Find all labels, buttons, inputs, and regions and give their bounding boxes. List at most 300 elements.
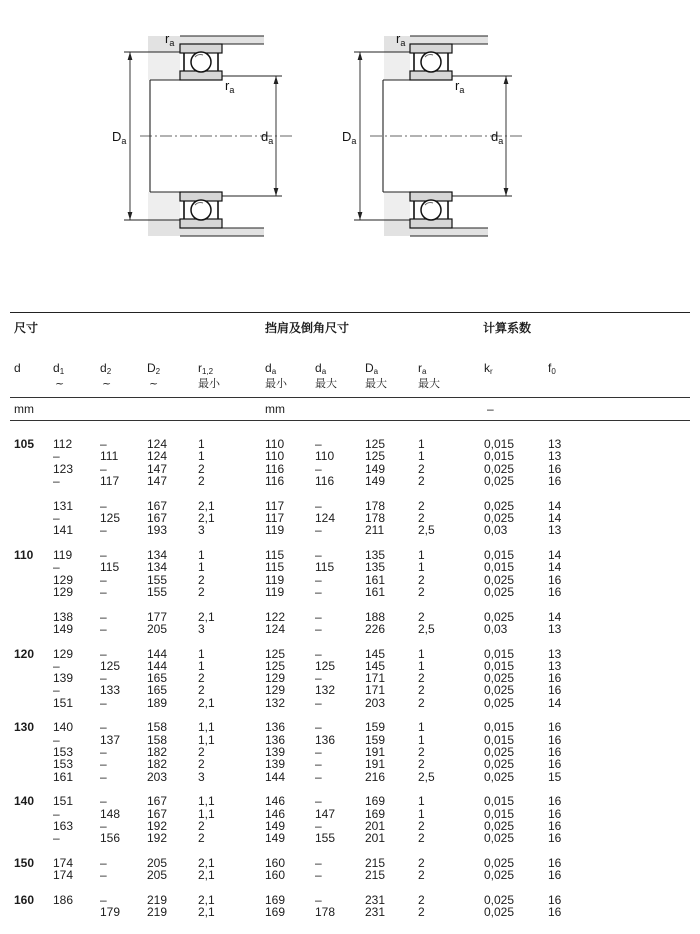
label-subscript: a (400, 38, 406, 48)
cell-da-max: 116 (315, 473, 335, 488)
cell-da-min: 119 (265, 584, 285, 599)
cell-cap-d2: 124 (147, 449, 168, 464)
cell-kr: 0,015 (484, 547, 515, 562)
cell-d2: – (100, 818, 107, 833)
cell-d2: – (100, 695, 107, 710)
cell-da-min: 132 (265, 695, 286, 710)
cell-da-min: 116 (265, 473, 285, 488)
table-row (0, 549, 700, 561)
shaft-shoulder-diameter-label (261, 129, 273, 146)
cell-bore-d: 110 (14, 547, 34, 562)
cell-da-max: – (315, 437, 322, 451)
label-symbol: r (455, 78, 460, 93)
cell-r12-min: 2,1 (198, 510, 215, 525)
cell-da-max: – (315, 547, 322, 562)
cell-kr: 0,015 (484, 437, 515, 451)
cell-cap-d2: 192 (147, 831, 168, 846)
cell-kr: 0,015 (484, 560, 515, 575)
col-note-approx: ~ (102, 377, 112, 390)
cell-d2: – (100, 720, 107, 735)
cell-cap-d2: 158 (147, 720, 168, 735)
col-note-max: 最大 (315, 377, 337, 390)
housing-shoulder-diameter-label (112, 129, 126, 146)
col-header-da-max (315, 361, 326, 375)
cell-d1: – (53, 658, 60, 673)
cell-da-max: – (315, 523, 322, 538)
col-note-min: 最小 (265, 377, 287, 390)
spacer-shading (148, 52, 180, 80)
cell-kr: 0,015 (484, 658, 515, 673)
bearing-section-top (410, 44, 452, 80)
cell-cap-da-max: 171 (365, 683, 386, 698)
table-row (0, 648, 700, 660)
cell-kr: 0,025 (484, 769, 515, 784)
cell-r12-min: 1 (198, 658, 205, 673)
label-subscript: a (121, 136, 127, 146)
fillet-radius-label-top (165, 31, 174, 48)
cell-da-min: 116 (265, 461, 285, 476)
label-symbol: r (225, 78, 230, 93)
cell-r12-min: 2 (198, 683, 205, 698)
cell-kr: 0,015 (484, 806, 515, 821)
table-row (0, 450, 700, 462)
cell-cap-da-max: 145 (365, 646, 386, 661)
cell-d1: – (53, 560, 60, 575)
label-symbol: D (112, 129, 122, 144)
cell-cap-d2: 165 (147, 683, 168, 698)
cell-kr: 0,025 (484, 671, 515, 686)
cell-ra-max: 2,5 (418, 769, 435, 784)
cell-d2: – (100, 523, 107, 538)
cell-cap-d2: 189 (147, 695, 168, 710)
col-header-subscript: r (490, 367, 493, 376)
cell-ra-max: 2 (418, 572, 425, 587)
label-symbol: d (491, 129, 499, 144)
label-subscript: a (351, 136, 357, 146)
cell-ra-max: 2 (418, 892, 425, 907)
cell-d1: 174 (53, 868, 74, 883)
cell-f0: 16 (548, 855, 562, 870)
group-header-abutment-fillet: 挡肩及倒角尺寸 (265, 321, 350, 335)
cell-kr: 0,03 (484, 523, 508, 538)
cell-r12-min: 2,1 (198, 498, 215, 513)
cell-kr: 0,03 (484, 621, 508, 636)
cell-cap-d2: 182 (147, 757, 168, 772)
cell-f0: 16 (548, 745, 562, 759)
cell-kr: 0,025 (484, 609, 515, 624)
cell-cap-da-max: 203 (365, 695, 386, 710)
table-row (0, 684, 700, 696)
cell-d2: 115 (100, 560, 120, 575)
cell-kr: 0,025 (484, 905, 515, 920)
cell-f0: 16 (548, 683, 562, 698)
cell-cap-da-max: 145 (365, 658, 386, 673)
cell-d2: – (100, 757, 107, 772)
label-symbol: r (165, 31, 170, 46)
cell-da-min: 160 (265, 868, 286, 883)
cell-ra-max: 2,5 (418, 621, 435, 636)
cell-da-max: – (315, 794, 322, 809)
table-row (0, 463, 700, 475)
cell-f0: 16 (548, 905, 562, 920)
cell-cap-d2: 177 (147, 609, 168, 624)
cell-d2: – (100, 572, 107, 587)
cell-cap-da-max: 159 (365, 732, 386, 747)
cell-r12-min: 2 (198, 757, 205, 772)
cell-da-min: 160 (265, 855, 286, 870)
cell-da-min: 146 (265, 806, 286, 821)
cell-r12-min: 2 (198, 473, 205, 488)
col-header-symbol: d (100, 361, 107, 375)
col-header-cap-d2 (147, 361, 160, 375)
bearing-diagram-left (112, 31, 292, 236)
cell-d1: 151 (53, 695, 74, 710)
cell-da-max: – (315, 572, 322, 587)
cell-kr: 0,015 (484, 732, 515, 747)
col-header-subscript: a (422, 367, 427, 376)
cell-f0: 16 (548, 720, 562, 735)
cell-r12-min: 1 (198, 547, 205, 562)
cell-ra-max: 1 (418, 720, 425, 735)
cell-cap-d2: 205 (147, 868, 168, 883)
col-header-subscript: 0 (551, 367, 556, 376)
bearing-diagram-right (342, 31, 522, 236)
cell-cap-da-max: 149 (365, 473, 386, 488)
cell-kr: 0,025 (484, 892, 515, 907)
cell-da-max: 155 (315, 831, 336, 846)
cell-da-max: 132 (315, 683, 336, 698)
cell-kr: 0,025 (484, 818, 515, 833)
cell-bore-d: 130 (14, 720, 35, 735)
cell-f0: 13 (548, 658, 562, 673)
cell-da-min: 110 (265, 449, 285, 464)
cell-cap-da-max: 135 (365, 560, 386, 575)
cell-kr: 0,025 (484, 461, 515, 476)
cell-kr: 0,025 (484, 695, 515, 710)
cell-cap-d2: 192 (147, 818, 168, 833)
table-row (0, 746, 700, 758)
fillet-radius-label-top (396, 31, 405, 48)
cell-r12-min: 2,1 (198, 905, 215, 920)
cell-ra-max: 2 (418, 757, 425, 772)
cell-cap-d2: 219 (147, 892, 168, 907)
cell-d2: – (100, 855, 107, 870)
col-header-symbol: D (365, 361, 374, 375)
table-row (0, 734, 700, 746)
col-header-da-min (265, 361, 276, 375)
cell-ra-max: 2 (418, 683, 425, 698)
cell-bore-d: 120 (14, 646, 35, 661)
cell-cap-da-max: 135 (365, 547, 386, 562)
cell-d1: 186 (53, 892, 74, 907)
cell-d2: – (100, 609, 107, 624)
group-header-dimensions: 尺寸 (14, 321, 39, 335)
cell-cap-d2: 205 (147, 621, 168, 636)
cell-d1: 151 (53, 794, 74, 809)
cell-d1: 129 (53, 584, 74, 599)
cell-r12-min: 2 (198, 831, 205, 846)
table-top-rule (10, 312, 690, 313)
col-header-subscript: 2 (155, 367, 161, 376)
cell-da-max: – (315, 818, 322, 833)
cell-f0: 16 (548, 868, 562, 883)
cell-da-max: – (315, 757, 322, 772)
table-row (0, 586, 700, 598)
cell-kr: 0,015 (484, 794, 515, 809)
cell-f0: 13 (548, 437, 562, 451)
cell-r12-min: 1,1 (198, 732, 215, 747)
cell-kr: 0,025 (484, 868, 515, 883)
cell-cap-d2: 167 (147, 510, 168, 525)
spacer-shading (148, 192, 180, 220)
cell-kr: 0,015 (484, 646, 515, 661)
cell-ra-max: 2 (418, 671, 425, 686)
cell-ra-max: 2 (418, 905, 425, 920)
cell-da-max: – (315, 720, 322, 735)
cell-f0: 14 (548, 547, 562, 562)
cell-da-min: 139 (265, 745, 286, 759)
cell-d1: 153 (53, 757, 74, 772)
cell-r12-min: 2,1 (198, 609, 215, 624)
cell-r12-min: 2 (198, 572, 205, 587)
cell-r12-min: 2 (198, 461, 205, 476)
cell-d1: – (53, 831, 60, 846)
unit-label-abutment: mm (265, 402, 285, 416)
cell-da-max: – (315, 745, 322, 759)
table-row (0, 808, 700, 820)
cell-r12-min: 2,1 (198, 855, 215, 870)
cell-cap-da-max: 169 (365, 794, 386, 809)
cell-d2: – (100, 498, 107, 513)
cell-d2: – (100, 646, 107, 661)
cell-da-min: 129 (265, 671, 286, 686)
cell-cap-da-max: 216 (365, 769, 386, 784)
cell-cap-da-max: 125 (365, 449, 386, 464)
cell-da-min: 129 (265, 683, 286, 698)
col-header-subscript: a (373, 367, 379, 376)
cell-d2: 117 (100, 473, 120, 488)
cell-cap-d2: 147 (147, 461, 168, 476)
group-header-calculation-factors: 计算系数 (483, 321, 532, 335)
col-header-subscript: a (271, 367, 277, 376)
label-subscript: a (498, 136, 504, 146)
cell-da-min: 117 (265, 510, 285, 525)
cell-bore-d: 105 (14, 437, 35, 451)
cell-cap-da-max: 178 (365, 498, 386, 513)
cell-d1: – (53, 449, 60, 464)
cell-d1: 112 (53, 437, 73, 451)
table-row (0, 894, 700, 906)
cell-da-max: – (315, 609, 322, 624)
unit-label-dimensions: mm (14, 402, 34, 416)
cell-d1: 153 (53, 745, 74, 759)
cell-ra-max: 2 (418, 855, 425, 870)
cell-f0: 16 (548, 806, 562, 821)
label-symbol: d (261, 129, 269, 144)
cell-da-max: 124 (315, 510, 336, 525)
cell-d2: – (100, 671, 107, 686)
cell-d1: 149 (53, 621, 74, 636)
cell-kr: 0,025 (484, 498, 515, 513)
cell-da-min: 169 (265, 905, 286, 920)
cell-ra-max: 2,5 (418, 523, 435, 538)
cell-da-min: 139 (265, 757, 286, 772)
cell-cap-da-max: 201 (365, 831, 386, 846)
table-row (0, 660, 700, 672)
cell-ra-max: 1 (418, 806, 425, 821)
cell-kr: 0,025 (484, 745, 515, 759)
cell-f0: 13 (548, 523, 562, 538)
label-subscript: a (169, 38, 175, 48)
cell-cap-da-max: 191 (365, 745, 386, 759)
cell-ra-max: 2 (418, 498, 425, 513)
col-header-symbol: D (147, 361, 156, 375)
cell-d1: 119 (53, 547, 73, 562)
cell-cap-d2: 144 (147, 658, 168, 673)
cell-cap-d2: 134 (147, 547, 168, 562)
table-row (0, 869, 700, 881)
table-row (0, 574, 700, 586)
col-header-subscript: a (321, 367, 327, 376)
table-row (0, 820, 700, 832)
cell-r12-min: 3 (198, 523, 205, 538)
cell-da-max: 136 (315, 732, 336, 747)
table-row (0, 697, 700, 709)
cell-d2: 156 (100, 831, 121, 846)
cell-da-max: – (315, 769, 322, 784)
cell-bore-d: 160 (14, 892, 35, 907)
cell-r12-min: 2,1 (198, 892, 215, 907)
units-rule (10, 420, 690, 421)
cell-r12-min: 2,1 (198, 695, 215, 710)
cell-cap-da-max: 159 (365, 720, 386, 735)
cell-cap-da-max: 211 (365, 523, 385, 538)
cell-f0: 14 (548, 510, 562, 525)
label-subscript: a (459, 85, 465, 95)
cell-da-max: – (315, 646, 322, 661)
table-row (0, 611, 700, 623)
cell-da-min: 136 (265, 720, 286, 735)
cell-cap-da-max: 226 (365, 621, 386, 636)
cell-kr: 0,025 (484, 510, 515, 525)
col-note-max: 最大 (365, 377, 387, 390)
cell-da-min: 119 (265, 572, 285, 587)
cell-r12-min: 2 (198, 671, 205, 686)
cell-da-max: 115 (315, 560, 335, 575)
col-header-d1 (53, 361, 64, 375)
cell-da-max: – (315, 671, 322, 686)
cell-r12-min: 2 (198, 584, 205, 599)
cell-cap-d2: 167 (147, 806, 168, 821)
cell-da-min: 110 (265, 437, 285, 451)
label-subscript: a (268, 136, 274, 146)
cell-cap-da-max: 231 (365, 892, 386, 907)
cell-da-min: 115 (265, 560, 285, 575)
cell-d1: – (53, 732, 60, 747)
cell-d1: – (53, 683, 60, 698)
col-header-symbol: r (198, 361, 202, 375)
col-header-ra-max (418, 361, 426, 375)
cell-da-min: 122 (265, 609, 286, 624)
cell-f0: 14 (548, 498, 562, 513)
cell-d1: 123 (53, 461, 74, 476)
cell-ra-max: 1 (418, 732, 425, 747)
cell-da-max: 110 (315, 449, 335, 464)
cell-f0: 16 (548, 671, 562, 686)
cell-r12-min: 1,1 (198, 794, 215, 809)
cell-d2: 179 (100, 905, 121, 920)
cell-d2: – (100, 584, 107, 599)
label-symbol: D (342, 129, 352, 144)
table-row (0, 623, 700, 635)
cell-d2: – (100, 621, 107, 636)
table-row (0, 721, 700, 733)
cell-d2: 125 (100, 510, 121, 525)
cell-da-min: 125 (265, 658, 286, 673)
fillet-radius-label-shoulder (455, 78, 464, 95)
cell-cap-d2: 193 (147, 523, 168, 538)
cell-cap-da-max: 169 (365, 806, 386, 821)
cell-d1: 163 (53, 818, 74, 833)
cell-ra-max: 1 (418, 646, 425, 661)
table-row (0, 475, 700, 487)
cell-da-min: 144 (265, 769, 286, 784)
cell-f0: 16 (548, 794, 562, 809)
cell-da-min: 146 (265, 794, 286, 809)
shaft-shoulder-diameter-label (491, 129, 503, 146)
cell-r12-min: 1,1 (198, 806, 215, 821)
label-subscript: a (229, 85, 235, 95)
cell-cap-d2: 134 (147, 560, 168, 575)
unit-label-factors: – (487, 402, 494, 416)
cell-kr: 0,015 (484, 449, 515, 464)
cell-da-max: – (315, 855, 322, 870)
col-header-subscript: 1 (59, 367, 65, 376)
ball (191, 52, 211, 72)
col-header-subscript: 1,2 (202, 367, 214, 376)
cell-cap-d2: 219 (147, 905, 168, 920)
cell-cap-da-max: 149 (365, 461, 386, 476)
cell-bore-d: 150 (14, 855, 35, 870)
cell-f0: 16 (548, 732, 562, 747)
cell-ra-max: 2 (418, 461, 425, 476)
cell-da-min: 124 (265, 621, 286, 636)
bearing-section-top (180, 44, 222, 80)
col-header-symbol: d (265, 361, 272, 375)
table-row (0, 795, 700, 807)
cell-f0: 16 (548, 473, 562, 488)
ball (421, 52, 441, 72)
cell-d1: 131 (53, 498, 74, 513)
cell-da-max: – (315, 695, 322, 710)
cell-bore-d: 140 (14, 794, 35, 809)
cell-da-max: 125 (315, 658, 336, 673)
cell-ra-max: 2 (418, 868, 425, 883)
cell-da-max: – (315, 584, 322, 599)
cell-da-min: 117 (265, 498, 285, 513)
cell-kr: 0,025 (484, 855, 515, 870)
bearing-section-bottom (180, 192, 222, 228)
table-row (0, 561, 700, 573)
cell-da-min: 169 (265, 892, 286, 907)
cell-f0: 13 (548, 449, 562, 464)
table-row (0, 524, 700, 536)
cell-r12-min: 2,1 (198, 868, 215, 883)
cell-cap-d2: 167 (147, 794, 168, 809)
cell-cap-d2: 158 (147, 732, 168, 747)
cell-cap-d2: 205 (147, 855, 168, 870)
table-row (0, 672, 700, 684)
